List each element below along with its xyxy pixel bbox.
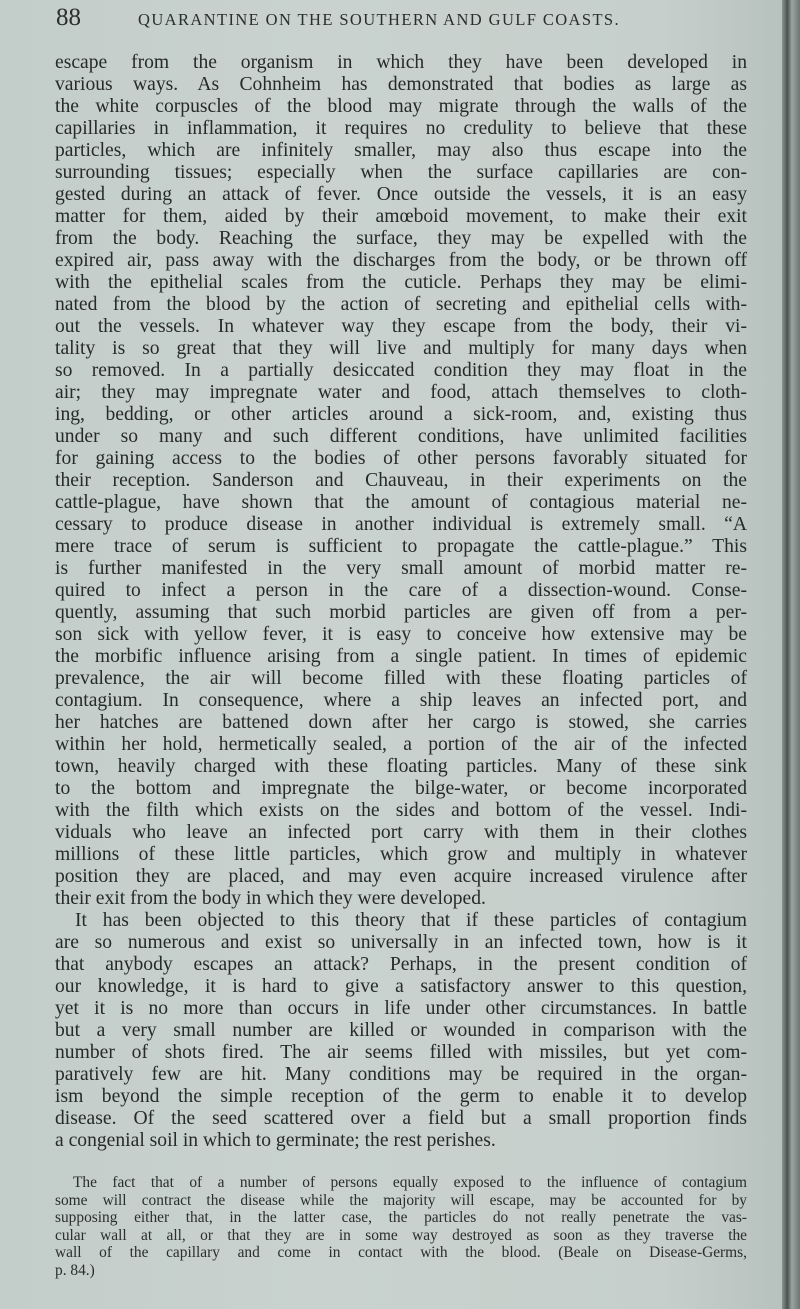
text-line: cessary to produce disease in another individual is extremely small. “A — [55, 514, 747, 535]
text-line: prevalence, the air will become filled with these floating particles of — [55, 668, 747, 689]
text-line: viduals who leave an infected port carry with them in their clothes — [55, 822, 747, 843]
footnote-line: some will contract the disease while the majority will escape, may be accounted for by — [55, 1191, 747, 1209]
text-line: quired to infect a person in the care of a dissection-wound. Conse- — [55, 580, 747, 601]
text-line: yet it is no more than occurs in life under other circumstances. In battle — [55, 998, 747, 1019]
text-line: son sick with yellow fever, it is easy to conceive how extensive may be — [55, 624, 747, 645]
text-line: our knowledge, it is hard to give a satisfactory answer to this question, — [55, 976, 747, 997]
text-line: their reception. Sanderson and Chauveau, in their experiments on the — [55, 470, 747, 491]
text-line: millions of these little particles, which grow and multiply in whatever — [55, 844, 747, 865]
footnote-line: The fact that of a number of persons equally exposed to the influence of contagium — [73, 1174, 747, 1191]
text-line: for gaining access to the bodies of other persons favorably situated for — [55, 448, 747, 469]
text-line: out the vessels. In whatever way they escape from the body, their vi- — [55, 316, 747, 337]
text-line: particles, which are infinitely smaller, may also thus escape into the — [55, 140, 747, 161]
text-line: capillaries in inflammation, it requires no credulity to believe that these — [55, 118, 747, 139]
page-number: 88 — [56, 4, 81, 31]
text-line: escape from the organism in which they have been developed in — [55, 52, 747, 73]
text-line: that anybody escapes an attack? Perhaps, in the present condition of — [55, 954, 747, 975]
text-line: position they are placed, and may even acquire increased virulence after — [55, 866, 747, 887]
text-line: her hatches are battened down after her cargo is stowed, she carries — [55, 712, 747, 733]
footnote-line: cular wall at all, or that they are in some way destroyed as soon as they traverse the — [55, 1226, 747, 1244]
text-line: expired air, pass away with the discharges from the body, or be thrown off — [55, 250, 747, 271]
text-line: quently, assuming that such morbid particles are given off from a per- — [55, 602, 747, 623]
text-line: the white corpuscles of the blood may migrate through the walls of the — [55, 96, 747, 117]
text-line: mere trace of serum is sufficient to propagate the cattle-plague.” This — [55, 536, 747, 557]
text-line: number of shots fired. The air seems filled with missiles, but yet com- — [55, 1042, 747, 1063]
text-line: from the body. Reaching the surface, they may be expelled with the — [55, 228, 747, 249]
text-line: gested during an attack of fever. Once outside the vessels, it is an easy — [55, 184, 747, 205]
text-line: contagium. In consequence, where a ship leaves an infected port, and — [55, 690, 747, 711]
footnote-line: supposing either that, in the latter case, the particles do not really penetrate the vas- — [55, 1209, 747, 1227]
text-line: the morbific influence arising from a single patient. In times of epidemic — [55, 646, 747, 667]
text-line: but a very small number are killed or wounded in comparison with the — [55, 1020, 747, 1041]
text-line: to the bottom and impregnate the bilge-water, or become incorporated — [55, 778, 747, 799]
text-line: with the epithelial scales from the cuticle. Perhaps they may be elimi- — [55, 272, 747, 293]
text-line: tality is so great that they will live and multiply for many days when — [55, 338, 747, 359]
text-line: ism beyond the simple reception of the germ to enable it to develop — [55, 1086, 747, 1107]
body-text — [55, 52, 747, 1152]
text-line: It has been objected to this theory that if these particles of contagium — [75, 910, 747, 931]
running-head — [56, 4, 756, 38]
text-line: matter for them, aided by their amœboid movement, to make their exit — [55, 206, 747, 227]
text-line: a congenial soil in which to germinate; the rest perishes. — [55, 1130, 496, 1151]
text-line: air; they may impregnate water and food, attach themselves to cloth- — [55, 382, 747, 403]
text-line: so removed. In a partially desiccated condition they may float in the — [55, 360, 747, 381]
running-title: QUARANTINE ON THE SOUTHERN AND GULF COASTS. — [138, 10, 621, 29]
text-line: ing, bedding, or other articles around a sick-room, and, existing thus — [55, 404, 747, 425]
book-spine-edge — [782, 0, 800, 1309]
text-line: paratively few are hit. Many conditions may be required in the organ- — [55, 1064, 747, 1085]
text-line: within her hold, hermetically sealed, a portion of the air of the infected — [55, 734, 747, 755]
footnote — [55, 1174, 747, 1280]
text-line: disease. Of the seed scattered over a field but a small proportion finds — [55, 1108, 747, 1129]
text-line: are so numerous and exist so universally in an infected town, how is it — [55, 932, 747, 953]
text-line: town, heavily charged with these floating particles. Many of these sink — [55, 756, 747, 777]
footnote-line: p. 84.) — [55, 1261, 95, 1279]
text-line: cattle-plague, have shown that the amount of contagious material ne- — [55, 492, 747, 513]
text-line: various ways. As Cohnheim has demonstrated that bodies as large as — [55, 74, 747, 95]
text-line: with the filth which exists on the sides and bottom of the vessel. Indi- — [55, 800, 747, 821]
text-line: nated from the blood by the action of secreting and epithelial cells with- — [55, 294, 747, 315]
text-line: under so many and such different conditions, have unlimited facilities — [55, 426, 747, 447]
text-line: surrounding tissues; especially when the surface capillaries are con- — [55, 162, 747, 183]
text-line: is further manifested in the very small amount of morbid matter re- — [55, 558, 747, 579]
text-line: their exit from the body in which they were developed. — [55, 888, 486, 909]
footnote-line: wall of the capillary and come in contact with the blood. (Beale on Disease-Germs, — [55, 1244, 747, 1262]
